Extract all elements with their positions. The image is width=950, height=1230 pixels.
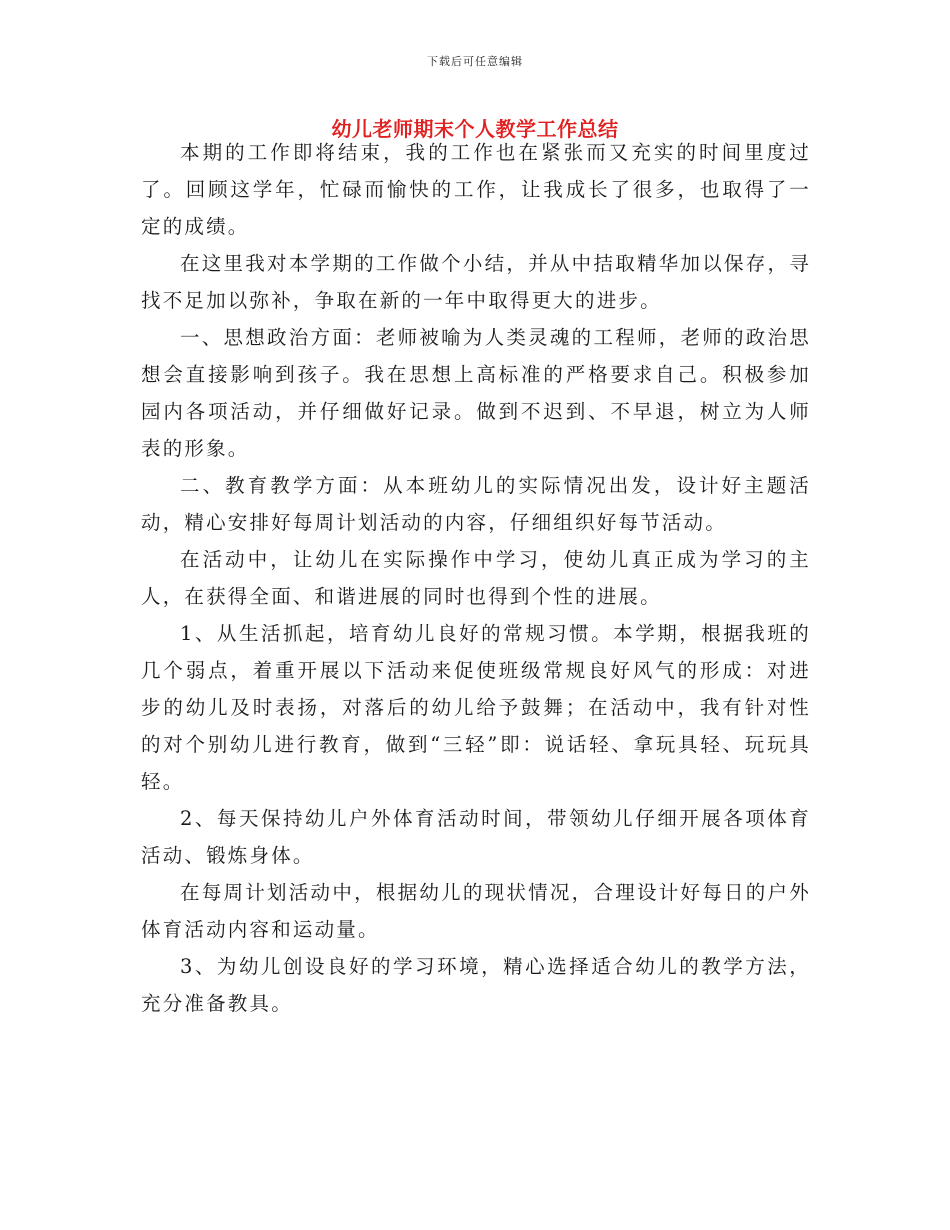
- paragraph: 本期的工作即将结束，我的工作也在紧张而又充实的时间里度过了。回顾这学年，忙碌而愉快的工作，让我成长了很多，也取得了一定的成绩。: [141, 141, 811, 238]
- paragraph: 在活动中，让幼儿在实际操作中学习，使幼儿真正成为学习的主人，在获得全面、和谐进展的同时也得到个性的进展。: [141, 548, 811, 608]
- document-title: 幼儿老师期末个人教学工作总结: [331, 117, 619, 141]
- paragraph: 2、每天保持幼儿户外体育活动时间，带领幼儿仔细开展各项体育活动、锻炼身体。: [141, 807, 811, 867]
- paragraph: 3、为幼儿创设良好的学习环境，精心选择适合幼儿的教学方法，充分准备教具。: [141, 955, 811, 1015]
- paragraph: 二、教育教学方面：从本班幼儿的实际情况出发，设计好主题活动，精心安排好每周计划活动的内容，仔细组织好每节活动。: [141, 474, 811, 534]
- paragraph: 在这里我对本学期的工作做个小结，并从中拮取精华加以保存，寻找不足加以弥补，争取在新的一年中取得更大的进步。: [141, 252, 811, 312]
- paragraph: 1、从生活抓起，培育幼儿良好的常规习惯。本学期，根据我班的几个弱点，着重开展以下活动来促使班级常规良好风气的形成：对进步的幼儿及时表扬，对落后的幼儿给予鼓舞；在活动中，我有针对性的对个别幼儿进行教育，做到“三轻”即：说话轻、拿玩具轻、玩玩具轻。: [141, 622, 811, 793]
- paragraph: 在每周计划活动中，根据幼儿的现状情况，合理设计好每日的户外体育活动内容和运动量。: [141, 881, 811, 941]
- document-body: [141, 134, 811, 1022]
- header-note: 下载后可任意编辑: [427, 55, 523, 68]
- paragraph: 一、思想政治方面：老师被喻为人类灵魂的工程师，老师的政治思想会直接影响到孩子。我在思想上高标准的严格要求自己。积极参加园内各项活动，并仔细做好记录。做到不迟到、不早退，树立为人师表的形象。: [141, 326, 811, 460]
